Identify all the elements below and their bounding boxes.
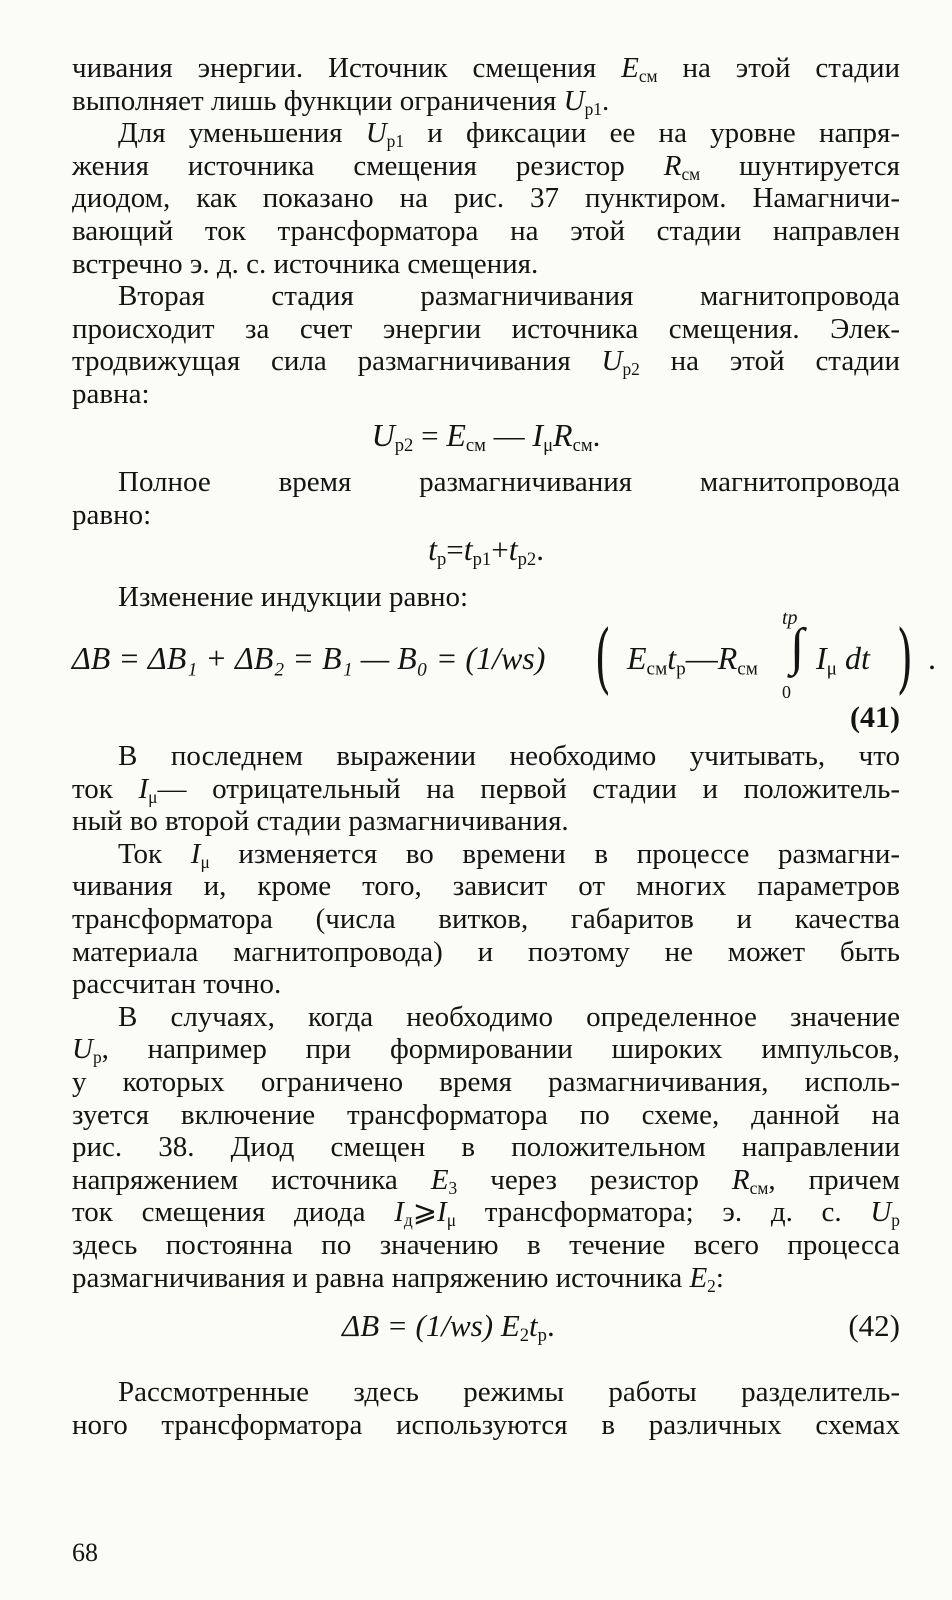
page-number: 68	[72, 1538, 98, 1567]
integral-lower-limit: 0	[782, 681, 791, 702]
formula-41-tail: $I_\mu$ dt	[816, 639, 870, 679]
formula-42-expr: ΔB = (1/ws) $E_2t_р$.	[342, 1308, 555, 1347]
integral-sign: ∫	[790, 618, 805, 676]
left-paren: (	[594, 612, 611, 702]
paragraph-5: Изменение индукции равно:	[118, 580, 469, 613]
integral-upper-limit: tр	[782, 606, 798, 629]
paragraph-1: чивания энергии. Источник смещения $E_{см}$ на этой стадии выполняет лишь функции ограничения $U_{р1}$.	[72, 52, 900, 119]
formula-41-end: .	[928, 639, 936, 676]
formula-42	[72, 1306, 900, 1354]
formula-41	[72, 606, 936, 706]
formula-up2: $U_{р2} = E_{см}$ — $I_\mu R_{см}$.	[371, 416, 601, 456]
page-body	[72, 52, 936, 1441]
formula-41-inner: $E_{см}t_р—R_{см}$	[627, 639, 758, 679]
equation-number-42: (42)	[848, 1308, 900, 1344]
paragraph-8: В случаях, когда необходимо определенное значение $U_р$, например при формировании широких импульсов, у которых ограничено время размагничивания, исполь- зуется включение трансформатора по схеме, данной на рис. 38. Диод смещен в положительном направлении напряжением источника $E_3$ через резистор $R_{см}$, причем ток смещения диода $I_д⩾I_\mu$ трансформатора; э. д. с. $U_р$ здесь постоянна по значению в течение всего процесса размагничивания и равна напряжению источника $E_2$:	[72, 1000, 900, 1296]
formula-41-lhs: ΔB = ΔB₁ + ΔB₂ = B₁ — B₀ = (1/ws)	[72, 639, 546, 676]
equation-number-41: (41)	[850, 700, 900, 734]
paragraph-4: Полное время размагничивания магнитопровода равно:	[72, 466, 900, 531]
right-paren: )	[896, 612, 913, 702]
paragraph-7: Ток $I_\mu$ изменяется во времени в процессе размагни- чивания и, кроме того, зависит от многих параметров трансформатора (числа витков, габаритов и качества материала магнитопровода) и поэтому не может быть рассчитан точно.	[72, 837, 900, 1001]
formula-tp: $t_р=t_{р1}+t_{р2}$.	[428, 531, 544, 571]
paragraph-2: Для уменьшения $U_{р1}$ и фиксации ее на уровне напря- жения источника смещения резистор $R_{см}$ шунтируется диодом, как показано на рис. 37 пунктиром. Намагничи- вающий ток трансформатора на этой стадии направлен встречно э. д. с. источника смещения.	[72, 117, 901, 280]
paragraph-9: Рассмотренные здесь режимы работы разделитель- ного трансформатора используются в различных схемах	[72, 1376, 900, 1441]
paragraph-3: Вторая стадия размагничивания магнитопровода происходит за счет энергии источника смещения. Элек- тродвижущая сила размагничивания $U_{р2}$ на этой стадии равна:	[72, 280, 901, 410]
paragraph-6: В последнем выражении необходимо учитывать, что ток $I_\mu—$ отрицательный на первой стадии и положитель- ный во второй стадии размагничивания.	[72, 740, 900, 838]
